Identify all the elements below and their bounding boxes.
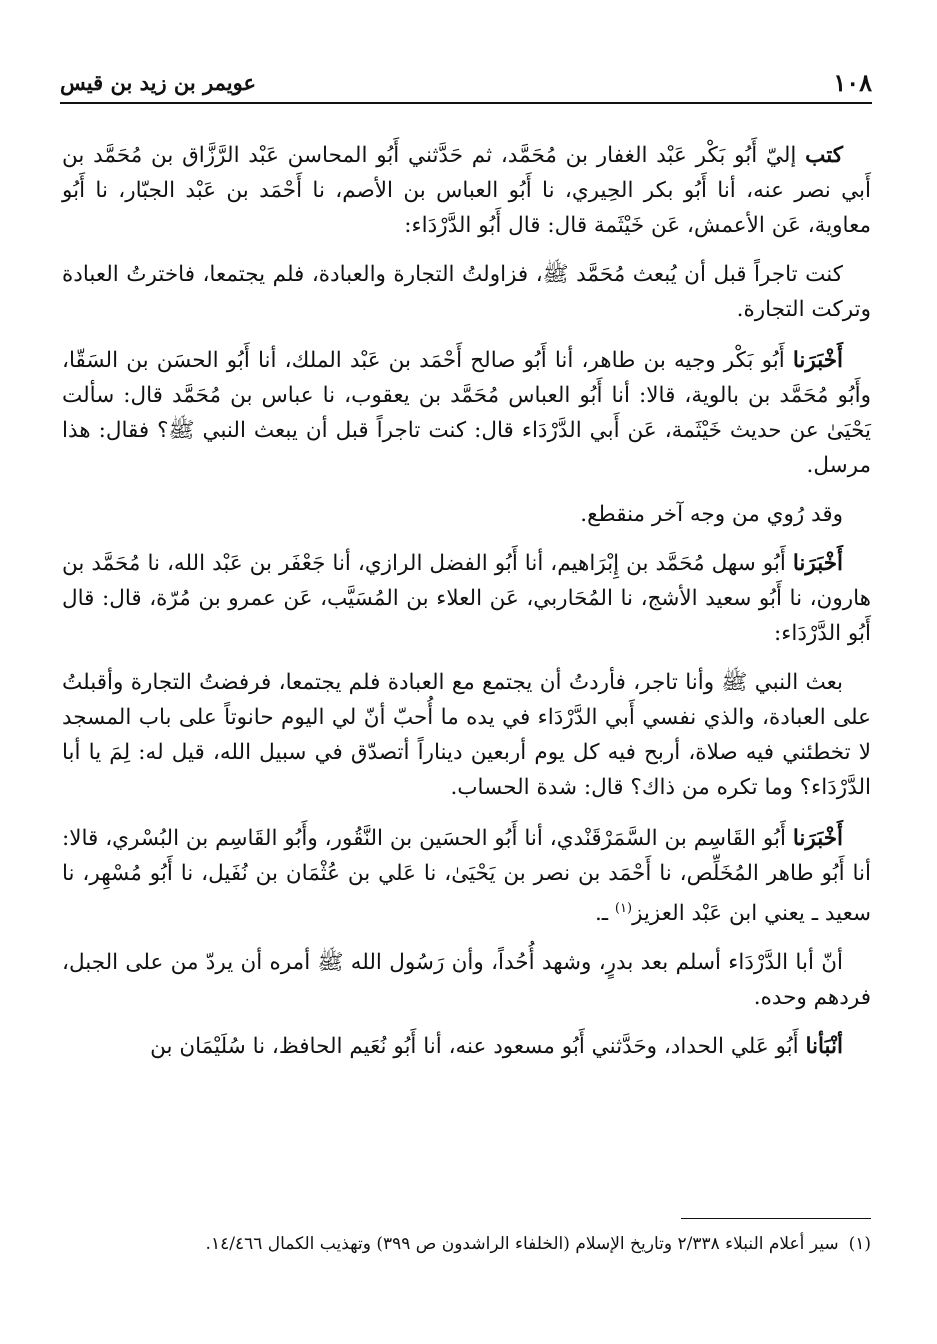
- page-header: [60, 68, 872, 104]
- paragraph-text: وقد رُوي من وجه آخر منقطع.: [580, 502, 843, 527]
- paragraph-tail: ـ.: [594, 901, 615, 927]
- paragraph-text: كنت تاجراً قبل أن يُبعث مُحَمَّد ﷺ، فزاولتُ التجارة والعبادة، فلم يجتمعا، فاخترتُ العبادة وتركت التجارة.: [62, 262, 871, 322]
- paragraph-lead: أَخْبَرَنا: [792, 348, 843, 373]
- paragraph-1: [62, 138, 871, 243]
- footnote-reference: (١): [614, 901, 633, 916]
- paragraph-text: أَبُو بَكْر وجيه بن طاهر، أنا أَبُو صالح أَحْمَد بن عَبْد الملك، أنا أَبُو الحسَن بن السَقّا، وأَبُو مُحَمَّد بن بالوية، قالا: أنا أَبُو العباس مُحَمَّد بن يعقوب، نا عباس بن مُحَمَّد قال: سألت يَحْيَىٰ عن حديث خَيْثَمة، عَن أَبي الدَّرْدَاء قال: كنت تاجراً قبل أن يبعث النبي ﷺ؟ فقال: هذا مرسل.: [62, 348, 871, 478]
- paragraph-lead: أنْبَأنا: [805, 1034, 843, 1060]
- paragraph-5: [62, 546, 871, 651]
- footnote: [62, 1230, 871, 1258]
- footnote-divider: [681, 1218, 871, 1219]
- running-title: عويمر بن زيد بن قيس: [60, 70, 257, 95]
- paragraph-lead: أَخْبَرَنا: [792, 551, 843, 576]
- paragraph-text: أنّ أبا الدَّرْدَاء أسلم بعد بدرٍ، وشهد أُحُداً، وأن رَسُول الله ﷺ أمره أن يردّ من على الجبل، فردهم وحده.: [62, 950, 871, 1011]
- paragraph-text: بعث النبي ﷺ وأنا تاجر، فأردتُ أن يجتمع مع العبادة فلم يجتمعا، فرفضتُ التجارة وأقبلتُ على العبادة، والذي نفسي أَبي الدَّرْدَاء في يده ما أُحبّ أنّ لي اليوم حانوتاً على باب المسجد لا تخطئني فيه صلاة، أربح فيه كل يوم أربعين ديناراً أتصدّق في سبيل الله، قيل له: لِمَ يا أبا الدَّرْدَاء؟ وما تكره من ذاك؟ قال: شدة الحساب.: [62, 670, 871, 800]
- paragraph-lead: أَخْبَرَنا: [792, 826, 843, 851]
- paragraph-text: أَبُو القَاسِم بن السَّمَرْقَنْدي، أنا أَبُو الحسَين بن النَّقُور، وأَبُو القَاسِم بن البُسْري، قالا: أنا أَبُو طاهر المُخَلِّص، نا أَحْمَد بن نصر بن يَحْيَىٰ، نا عَلي بن عُثْمَان بن نُفَيل، نا أَبُو مُسْهِر، نا سعيد ـ يعني ابن عَبْد العزيز: [62, 826, 871, 927]
- paragraph-text: أَبُو عَلي الحداد، وحَدَّثني أَبُو مسعود عنه، أنا أَبُو نُعَيم الحافظ، نا سُلَيْمَان بن: [150, 1034, 806, 1060]
- paragraph-3: [62, 343, 871, 483]
- paragraph-8: [62, 945, 871, 1015]
- footnote-text: سير أعلام النبلاء ٢/٣٣٨ وتاريخ الإسلام (الخلفاء الراشدون ص ٣٩٩) وتهذيب الكمال ١٤/٤٦٦.: [205, 1234, 839, 1254]
- page-number: ١٠٨: [833, 68, 872, 97]
- paragraph-2: [62, 257, 871, 327]
- paragraph-7: [62, 821, 871, 931]
- paragraph-6: [62, 665, 871, 805]
- footnote-marker: (١): [848, 1234, 871, 1254]
- paragraph-4: [62, 497, 871, 532]
- paragraph-text: أَبُو سهل مُحَمَّد بن إِبْرَاهيم، أنا أَبُو الفضل الرازي، أنا جَعْفَر بن عَبْد الله، نا مُحَمَّد بن هارون، نا أَبُو سعيد الأشج، نا المُحَاربي، عَن العلاء بن المُسَيَّب، عَن عمرو بن مُرّة، قال: قال أَبُو الدَّرْدَاء:: [62, 551, 871, 646]
- main-text: [62, 138, 871, 1078]
- paragraph-lead: كتب: [805, 143, 843, 168]
- paragraph-text: إليّ أَبُو بَكْر عَبْد الغفار بن مُحَمَّد، ثم حَدَّثني أَبُو المحاسن عَبْد الرَّزَّاق بن مُحَمَّد بن أَبي نصر عنه، أنا أَبُو بكر الحِيري، نا أَبُو العباس بن الأصم، نا أَحْمَد بن عَبْد الجبّار، نا أَبُو معاوية، عَن الأعمش، عَن خَيْثَمة قال: قال أَبُو الدَّرْدَاء:: [62, 143, 871, 238]
- paragraph-9: [62, 1029, 871, 1064]
